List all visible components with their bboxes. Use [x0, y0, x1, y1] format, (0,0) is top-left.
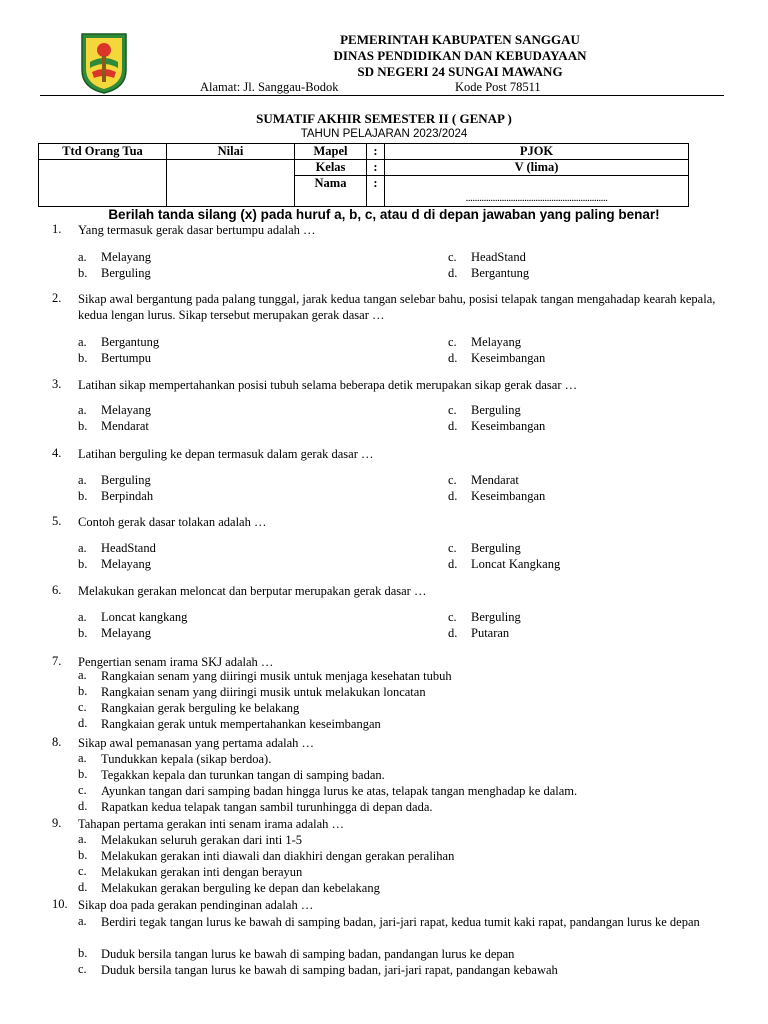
- option-letter[interactable]: d.: [448, 557, 458, 571]
- colon: :: [367, 176, 385, 207]
- option-letter[interactable]: b.: [78, 946, 88, 960]
- class-value: V (lima): [385, 160, 689, 176]
- question-text: Melakukan gerakan meloncat dan berputar merupakan gerak dasar …: [78, 584, 427, 598]
- question-text: Latihan berguling ke depan termasuk dalam gerak dasar …: [78, 447, 374, 461]
- option-letter[interactable]: b.: [78, 266, 88, 280]
- option-letter[interactable]: c.: [78, 700, 87, 714]
- option-letter[interactable]: a.: [78, 250, 87, 264]
- option-text: Berguling: [471, 403, 521, 417]
- option-letter[interactable]: c.: [448, 473, 457, 487]
- option-text: Keseimbangan: [471, 489, 546, 503]
- option-letter[interactable]: d.: [78, 799, 88, 813]
- option-text: Berguling: [471, 610, 521, 624]
- question-number: 9.: [52, 816, 62, 830]
- instruction-text: Berilah tanda silang (x) pada huruf a, b, c, atau d di depan jawaban yang paling benar!: [108, 207, 660, 222]
- question-text: Pengertian senam irama SKJ adalah …: [78, 655, 274, 669]
- option-text: Bertumpu: [101, 351, 151, 365]
- option-text: Ayunkan tangan dari samping badan hingga lurus ke atas, telapak tangan menghadap ke dalam.: [101, 784, 578, 798]
- option-letter[interactable]: b.: [78, 557, 88, 571]
- option-letter[interactable]: c.: [448, 541, 457, 555]
- parent-signature-label: Ttd Orang Tua: [39, 144, 167, 160]
- question-number: 1.: [52, 222, 62, 236]
- option-text: Bergantung: [101, 335, 160, 349]
- header-school: SD NEGERI 24 SUNGAI MAWANG: [357, 64, 563, 79]
- option-text: Mendarat: [101, 419, 149, 433]
- score-field[interactable]: [167, 160, 295, 207]
- option-text: Melakukan gerakan inti diawali dan diakhiri dengan gerakan peralihan: [101, 849, 455, 863]
- option-letter[interactable]: d.: [448, 351, 458, 365]
- option-letter[interactable]: d.: [78, 716, 88, 730]
- question-number: 4.: [52, 446, 62, 460]
- option-text: Melayang: [101, 557, 151, 571]
- option-letter[interactable]: d.: [448, 419, 458, 433]
- name-blank: ...............................................................: [465, 192, 608, 204]
- question-number: 6.: [52, 583, 62, 597]
- header-divider: [40, 95, 724, 96]
- option-text: Melayang: [101, 403, 151, 417]
- option-text: Berguling: [101, 266, 151, 280]
- option-letter[interactable]: d.: [448, 489, 458, 503]
- regency-crest-icon: [80, 32, 128, 94]
- score-label: Nilai: [167, 144, 295, 160]
- option-text: Rangkaian gerak untuk mempertahankan keseimbangan: [101, 717, 381, 731]
- option-text: HeadStand: [471, 250, 526, 264]
- option-letter[interactable]: b.: [78, 419, 88, 433]
- option-letter[interactable]: a.: [78, 832, 87, 846]
- option-text: Rangkaian senam yang diiringi musik untuk melakukan loncatan: [101, 685, 426, 699]
- option-letter[interactable]: b.: [78, 489, 88, 503]
- parent-signature-field[interactable]: [39, 160, 167, 207]
- option-text: Melakukan gerakan berguling ke depan dan kebelakang: [101, 881, 380, 895]
- question-number: 10.: [52, 897, 68, 911]
- question-number: 7.: [52, 654, 62, 668]
- name-label: Nama: [295, 176, 367, 207]
- option-letter[interactable]: b.: [78, 351, 88, 365]
- option-letter[interactable]: c.: [448, 610, 457, 624]
- option-text: Putaran: [471, 626, 510, 640]
- postal-code: Kode Post 78511: [455, 80, 541, 94]
- option-letter[interactable]: b.: [78, 848, 88, 862]
- option-letter[interactable]: c.: [78, 783, 87, 797]
- question-text: Yang termasuk gerak dasar bertumpu adalah …: [78, 223, 316, 237]
- option-text: Berguling: [101, 473, 151, 487]
- option-letter[interactable]: a.: [78, 914, 87, 928]
- option-text: Berdiri tegak tangan lurus ke bawah di samping badan, jari-jari rapat, kedua tumit kaki rapat, pandangan lurus ke depan: [101, 915, 700, 929]
- option-text: Rangkaian senam yang diiringi musik untuk menjaga kesehatan tubuh: [101, 669, 452, 683]
- subject-value: PJOK: [385, 144, 689, 160]
- question-text: Tahapan pertama gerakan inti senam irama adalah …: [78, 817, 345, 831]
- option-text: Loncat Kangkang: [471, 557, 561, 571]
- option-text: Tundukkan kepala (sikap berdoa).: [101, 752, 272, 766]
- option-letter[interactable]: b.: [78, 626, 88, 640]
- colon: :: [367, 144, 385, 160]
- colon: :: [367, 160, 385, 176]
- option-letter[interactable]: a.: [78, 610, 87, 624]
- option-text: Bergantung: [471, 266, 530, 280]
- option-letter[interactable]: c.: [448, 250, 457, 264]
- option-text: Melakukan gerakan inti dengan berayun: [101, 865, 303, 879]
- option-letter[interactable]: d.: [78, 880, 88, 894]
- option-letter[interactable]: c.: [448, 335, 457, 349]
- option-letter[interactable]: a.: [78, 335, 87, 349]
- question-number: 3.: [52, 377, 62, 391]
- option-letter[interactable]: b.: [78, 684, 88, 698]
- option-letter[interactable]: a.: [78, 541, 87, 555]
- question-number: 2.: [52, 291, 62, 305]
- option-letter[interactable]: d.: [448, 626, 458, 640]
- option-letter[interactable]: c.: [448, 403, 457, 417]
- option-text: Melayang: [101, 250, 151, 264]
- option-text: Berpindah: [101, 489, 154, 503]
- option-letter[interactable]: a.: [78, 473, 87, 487]
- question-number: 8.: [52, 735, 62, 749]
- student-info-table: [38, 143, 689, 207]
- class-label: Kelas: [295, 160, 367, 176]
- question-number: 5.: [52, 514, 62, 528]
- option-letter[interactable]: a.: [78, 668, 87, 682]
- question-text: Sikap awal bergantung pada palang tunggal, jarak kedua tangan selebar bahu, posisi telapak tangan mengahadap kearah kepala, kedua lengan lurus. Sikap tersebut merupakan gerak dasar …: [78, 292, 716, 322]
- question-text: Latihan sikap mempertahankan posisi tubuh selama beberapa detik merupakan sikap gerak dasar …: [78, 378, 578, 392]
- option-letter[interactable]: b.: [78, 767, 88, 781]
- option-text: Rapatkan kedua telapak tangan sambil turunhingga di depan dada.: [101, 800, 433, 814]
- school-address: Alamat: Jl. Sanggau-Bodok: [200, 80, 339, 94]
- option-text: Duduk bersila tangan lurus ke bawah di samping badan, pandangan lurus ke depan: [101, 947, 515, 961]
- option-text: Tegakkan kepala dan turunkan tangan di samping badan.: [101, 768, 385, 782]
- option-text: Berguling: [471, 541, 521, 555]
- question-text: Sikap awal pemanasan yang pertama adalah …: [78, 736, 315, 750]
- option-text: HeadStand: [101, 541, 156, 555]
- question-text: Contoh gerak dasar tolakan adalah …: [78, 515, 267, 529]
- option-text: Mendarat: [471, 473, 519, 487]
- option-letter[interactable]: a.: [78, 403, 87, 417]
- name-field[interactable]: [385, 176, 689, 207]
- header-department: DINAS PENDIDIKAN DAN KEBUDAYAAN: [333, 48, 587, 63]
- exam-year: TAHUN PELAJARAN 2023/2024: [300, 128, 468, 140]
- option-letter[interactable]: c.: [78, 864, 87, 878]
- question-text: Sikap doa pada gerakan pendinginan adalah …: [78, 898, 314, 912]
- option-text: Duduk bersila tangan lurus ke bawah di samping badan, jari-jari rapat, pandangan kebawah: [101, 963, 558, 977]
- option-text: Rangkaian gerak berguling ke belakang: [101, 701, 300, 715]
- option-letter[interactable]: d.: [448, 266, 458, 280]
- option-text: Keseimbangan: [471, 351, 546, 365]
- subject-label: Mapel: [295, 144, 367, 160]
- option-letter[interactable]: a.: [78, 751, 87, 765]
- option-text: Melayang: [471, 335, 521, 349]
- option-text: Keseimbangan: [471, 419, 546, 433]
- option-letter[interactable]: c.: [78, 962, 87, 976]
- header-government: PEMERINTAH KABUPATEN SANGGAU: [340, 32, 580, 47]
- option-text: Loncat kangkang: [101, 610, 188, 624]
- option-text: Melakukan seluruh gerakan dari inti 1-5: [101, 833, 302, 847]
- exam-title: SUMATIF AKHIR SEMESTER II ( GENAP ): [256, 111, 512, 126]
- option-text: Melayang: [101, 626, 151, 640]
